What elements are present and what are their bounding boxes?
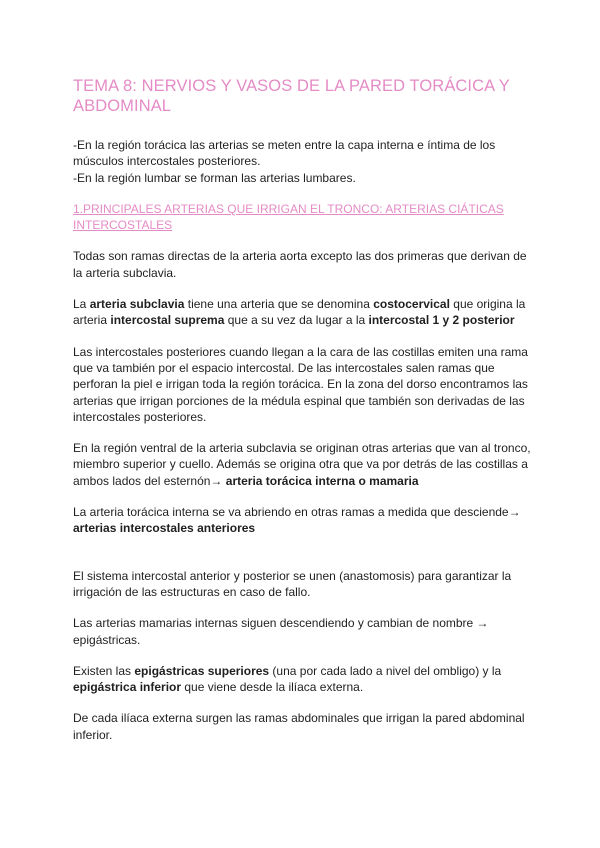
paragraph-9: De cada ilíaca externa surgen las ramas abdominales que irrigan la pared abdominal inferior. — [73, 711, 525, 742]
paragraph-5: La arteria torácica interna se va abriendo en otras ramas a medida que desciende→ arterias intercostales anteriores — [73, 505, 521, 536]
paragraph-6: El sistema intercostal anterior y posterior se unen (anastomosis) para garantizar la irrigación de las estructuras en caso de fallo. — [73, 568, 512, 599]
intro-line-2: -En la región lumbar se forman las arterias lumbares. — [73, 170, 356, 185]
page-title: TEMA 8: NERVIOS Y VASOS DE LA PARED TORÁCICA Y ABDOMINAL — [73, 77, 510, 115]
paragraph-2: La arteria subclavia tiene una arteria que se denomina costocervical que origina la arteria intercostal suprema que a su vez da lugar a la intercostal 1 y 2 posterior — [73, 297, 526, 328]
paragraph-1: Todas son ramas directas de la arteria aorta excepto las dos primeras que derivan de la arteria subclavia. — [73, 249, 527, 280]
section-heading-link[interactable]: 1.PRINCIPALES ARTERIAS QUE IRRIGAN EL TRONCO: ARTERIAS CIÁTICAS INTERCOSTALES — [73, 201, 504, 233]
paragraph-7: Las arterias mamarias internas siguen descendiendo y cambian de nombre → epigástricas. — [73, 616, 489, 647]
document-page — [73, 76, 533, 743]
intro-line-1: -En la región torácica las arterias se meten entre la capa interna e íntima de los músculos intercostales posteriores. — [73, 138, 496, 169]
paragraph-8: Existen las epigástricas superiores (una por cada lado a nivel del ombligo) y la epigástrica inferior que viene desde la ilíaca externa. — [73, 663, 502, 695]
paragraph-3: Las intercostales posteriores cuando llegan a la cara de las costillas emiten una rama que va también por el espacio intercostal. De las intercostales salen ramas que perforan la piel e irrigan toda la región torácica. En la zona del dorso encontramos las arterias que irrigan porciones de la médula espinal que también son derivadas de las intercostales posteriores. — [73, 344, 528, 424]
paragraph-4: En la región ventral de la arteria subclavia se originan otras arterias que van al tronco, miembro superior y cuello. Además se origina otra que va por detrás de las costillas a ambos lados del esternón→ arteria torácica interna o mamaria — [73, 441, 531, 488]
